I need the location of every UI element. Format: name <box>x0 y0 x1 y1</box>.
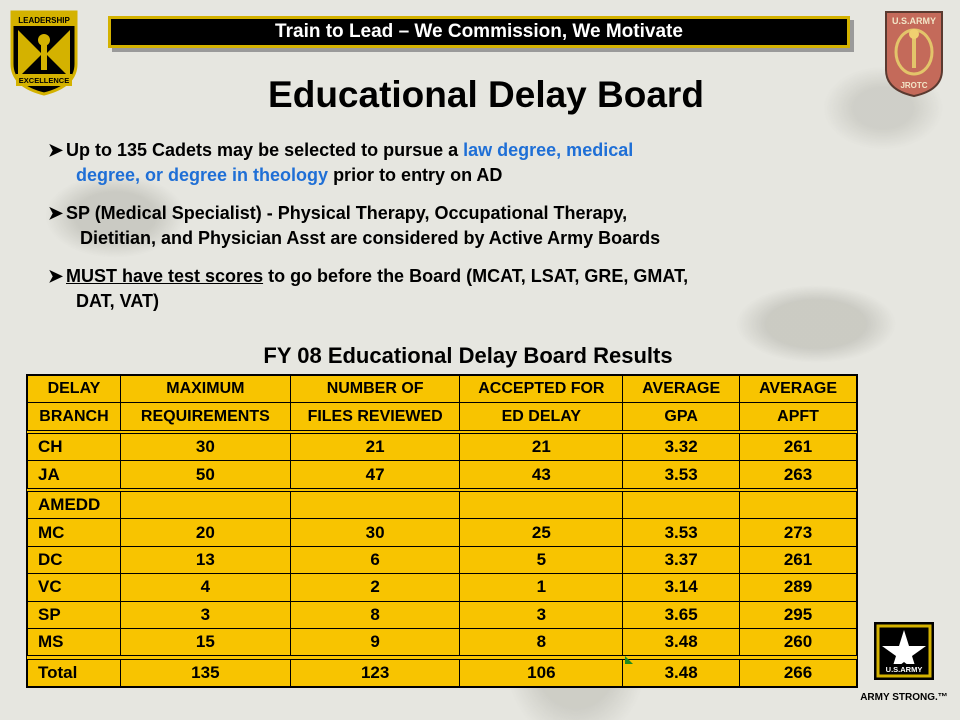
table-cell: 289 <box>740 574 857 601</box>
table-cell: 3.53 <box>623 519 740 546</box>
results-table <box>26 374 858 688</box>
bullet-item-selection <box>48 138 918 188</box>
table-cell: 15 <box>120 629 290 656</box>
table-row <box>28 574 857 601</box>
table-cell: 30 <box>120 433 290 460</box>
table-cell: 6 <box>290 546 460 573</box>
table-cell: MC <box>28 519 121 546</box>
table-cell: 261 <box>740 546 857 573</box>
table-cell: 3.65 <box>623 601 740 628</box>
bullet-item-specialist <box>48 201 918 251</box>
table-header-cell: MAXIMUM <box>120 376 290 403</box>
table-cell: 9 <box>290 629 460 656</box>
table-title: FY 08 Educational Delay Board Results <box>263 343 673 368</box>
table-cell: 3.37 <box>623 546 740 573</box>
table-cell: 106 <box>460 659 623 686</box>
table-header-cell: AVERAGE <box>740 376 857 403</box>
page-title: Educational Delay Board <box>268 74 704 115</box>
table-header-cell: FILES REVIEWED <box>290 403 460 430</box>
bullet-underlined: MUST have test scores <box>66 266 264 286</box>
table-cell: 263 <box>740 461 857 488</box>
table-cell: 123 <box>290 659 460 686</box>
table-header-cell: ED DELAY <box>460 403 623 430</box>
table-cell: 3.32 <box>623 433 740 460</box>
table-row <box>28 461 857 488</box>
table-cell: 8 <box>290 601 460 628</box>
arrow-bullet-icon: ➤ <box>48 203 64 223</box>
table-cell: 4 <box>120 574 290 601</box>
banner-text: Train to Lead – We Commission, We Motivate <box>275 21 683 42</box>
bullet-text-continued: DAT, VAT) <box>76 291 159 311</box>
table-cell <box>120 491 290 518</box>
table-cell: 8 <box>460 629 623 656</box>
table-cell <box>740 491 857 518</box>
table-cell: 13 <box>120 546 290 573</box>
table-row <box>28 546 857 573</box>
table-header-cell: REQUIREMENTS <box>120 403 290 430</box>
table-header-cell: ACCEPTED FOR <box>460 376 623 403</box>
table-cell: 135 <box>120 659 290 686</box>
table-cell: 5 <box>460 546 623 573</box>
bullet-text-continued: Dietitian, and Physician Asst are considered by Active Army Boards <box>80 228 661 248</box>
table-cell: 260 <box>740 629 857 656</box>
svg-text:EXCELLENCE: EXCELLENCE <box>18 76 70 85</box>
table-cell: 266 <box>740 659 857 686</box>
table-cell: 43 <box>460 461 623 488</box>
table-cell: 3.53 <box>623 461 740 488</box>
table-cell: 3.48 <box>623 629 740 656</box>
table-row <box>28 659 857 686</box>
table-cell: 25 <box>460 519 623 546</box>
table-cell: 21 <box>290 433 460 460</box>
table-cell <box>290 491 460 518</box>
bullet-highlight: law degree, medical <box>463 140 634 160</box>
top-banner <box>108 16 850 48</box>
bullet-item-test-scores <box>48 264 918 314</box>
table-header-cell: NUMBER OF <box>290 376 460 403</box>
table-cell: 47 <box>290 461 460 488</box>
table-cell: Total <box>28 659 121 686</box>
table-cell: DC <box>28 546 121 573</box>
table-header-cell: GPA <box>623 403 740 430</box>
table-row <box>28 433 857 460</box>
table-cell: 30 <box>290 519 460 546</box>
corner-marker <box>625 656 633 664</box>
group-label-cell: AMEDD <box>28 491 121 518</box>
svg-text:LEADERSHIP: LEADERSHIP <box>18 16 70 25</box>
table-cell <box>460 491 623 518</box>
table-header-cell: AVERAGE <box>623 376 740 403</box>
table-header-cell: DELAY <box>28 376 121 403</box>
table-cell: VC <box>28 574 121 601</box>
table-row <box>28 519 857 546</box>
table-row-group-label <box>28 491 857 518</box>
svg-text:U.S.ARMY: U.S.ARMY <box>891 16 937 26</box>
army-star-logo-icon <box>856 618 952 714</box>
svg-text:JROTC: JROTC <box>900 81 928 90</box>
table-cell: 3.48 <box>623 659 740 686</box>
table-cell: 50 <box>120 461 290 488</box>
bullet-text: SP (Medical Specialist) - Physical Therapy, Occupational Therapy, <box>66 203 628 223</box>
svg-text:U.S.ARMY: U.S.ARMY <box>885 665 923 674</box>
bullet-list <box>48 138 918 327</box>
table-cell: SP <box>28 601 121 628</box>
table-cell: 3 <box>120 601 290 628</box>
table-cell: 261 <box>740 433 857 460</box>
table-cell: 3 <box>460 601 623 628</box>
table-cell: 273 <box>740 519 857 546</box>
table-cell <box>623 491 740 518</box>
table-cell: CH <box>28 433 121 460</box>
table-cell: 21 <box>460 433 623 460</box>
arrow-bullet-icon: ➤ <box>48 140 64 160</box>
table-cell: 3.14 <box>623 574 740 601</box>
svg-text:ARMY STRONG.™: ARMY STRONG.™ <box>860 692 948 703</box>
table-cell: 2 <box>290 574 460 601</box>
table-row <box>28 629 857 656</box>
table-cell: 1 <box>460 574 623 601</box>
table-header-row <box>28 376 857 403</box>
bullet-highlight-continued: degree, or degree in theology <box>76 165 329 185</box>
arrow-bullet-icon: ➤ <box>48 266 64 286</box>
table-cell: 20 <box>120 519 290 546</box>
bullet-text: Up to 135 Cadets may be selected to pursue a <box>66 140 464 160</box>
bullet-text-continued: prior to entry on AD <box>328 165 503 185</box>
table-row <box>28 601 857 628</box>
table-cell: JA <box>28 461 121 488</box>
table-header-cell: BRANCH <box>28 403 121 430</box>
table-cell: MS <box>28 629 121 656</box>
table-cell: 295 <box>740 601 857 628</box>
table-header-row <box>28 403 857 430</box>
bullet-text: to go before the Board (MCAT, LSAT, GRE, GMAT, <box>263 266 689 286</box>
table-header-cell: APFT <box>740 403 857 430</box>
